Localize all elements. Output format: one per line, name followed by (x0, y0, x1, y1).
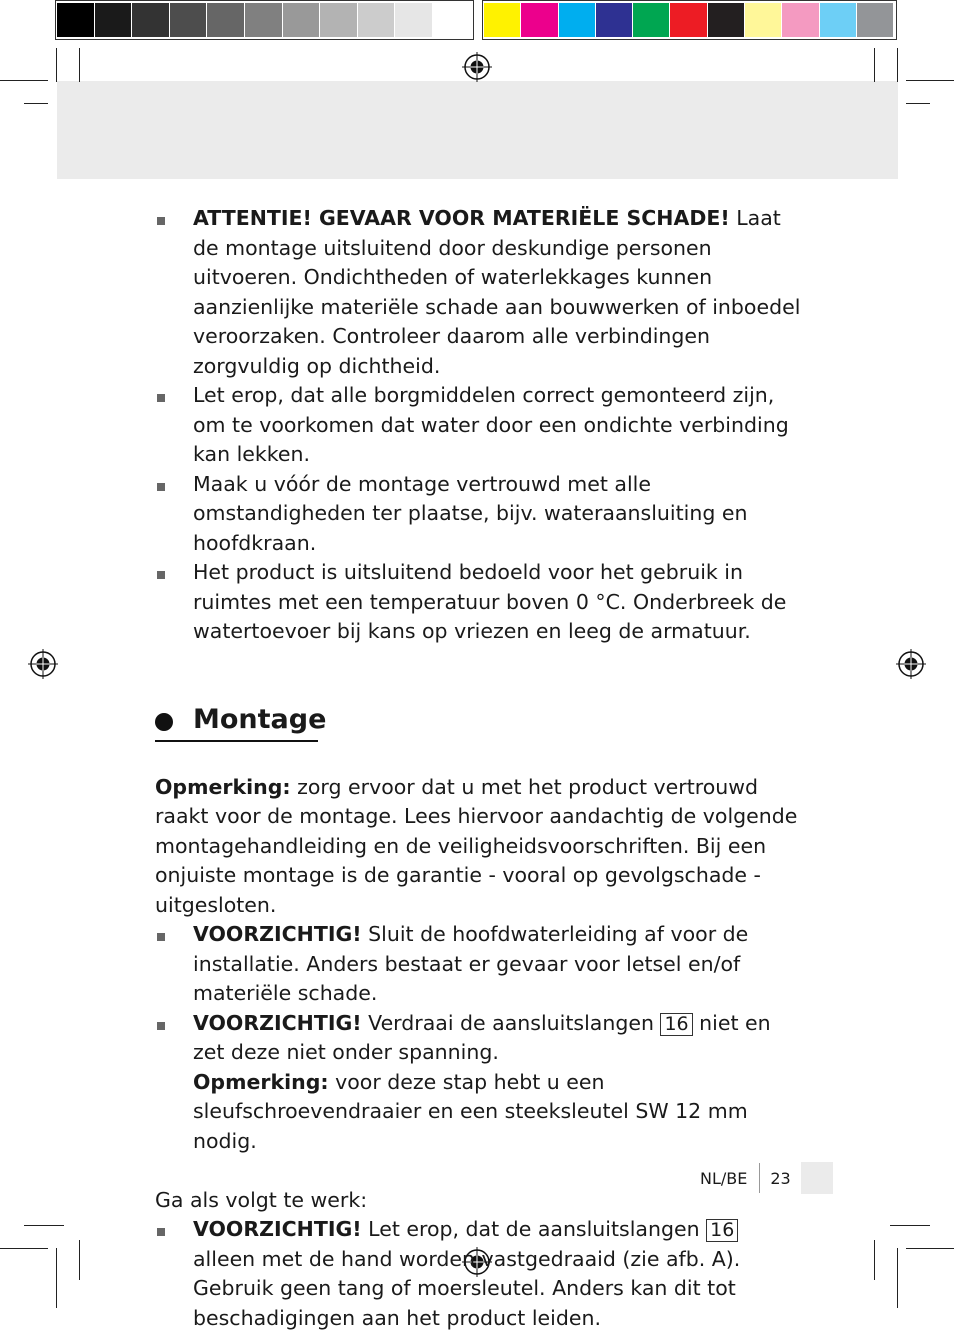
section-heading (155, 699, 805, 743)
crop-mark (24, 1225, 64, 1226)
caution-label: VOORZICHTIG! (193, 1217, 362, 1241)
list-item (155, 381, 805, 470)
note-label: Opmerking: (193, 1069, 329, 1094)
page-number: 23 (770, 1168, 791, 1188)
bullet-square-icon (157, 571, 165, 579)
list-item-text: alleen met de hand worden vastgedraaid (zie afb. A). Gebruik geen tang of moersleutel. Anders kan dit tot beschadigingen aan het product leiden. (193, 1246, 741, 1330)
heading-dot-icon (155, 713, 173, 731)
crop-mark (0, 1248, 48, 1249)
steps-intro: Ga als volgt te werk: (155, 1187, 368, 1212)
warning-label: ATTENTIE! GEVAAR VOOR MATERIËLE SCHADE! (193, 206, 730, 230)
language-code: NL/BE (700, 1168, 748, 1188)
caution-label: VOORZICHTIG! (193, 922, 362, 946)
list-item-text: Maak u vóór de montage vertrouwd met alle omstandigheden ter plaatse, bijv. wateraansluiting en hoofdkraan. (193, 471, 748, 555)
part-reference-badge: 16 (660, 1013, 692, 1036)
crop-mark (874, 1240, 875, 1280)
list-item-text: Let erop, dat de aansluitslangen (361, 1217, 707, 1241)
list-item (155, 1009, 805, 1157)
steps-list (155, 1215, 805, 1333)
crop-mark (906, 80, 954, 81)
list-item-text: Verdraai de aansluitslangen (361, 1010, 661, 1035)
part-reference-badge: 16 (706, 1219, 738, 1242)
bullet-square-icon (157, 1228, 165, 1236)
list-item (155, 204, 805, 381)
list-item-text: niet en zet deze niet onder spanning. (193, 1010, 771, 1064)
crop-mark (897, 1248, 898, 1308)
montage-list (155, 920, 805, 1156)
heading-underline (155, 740, 318, 742)
crop-mark (906, 103, 930, 104)
grayscale-bar-frame (55, 0, 474, 40)
header-band (57, 81, 898, 179)
crop-mark (906, 1248, 954, 1249)
crop-mark (0, 80, 48, 81)
note-text: voor deze stap hebt u een sleufschroevendraaier en een steeksleutel SW 12 mm nodig. (193, 1069, 748, 1153)
bullet-square-icon (157, 483, 165, 491)
list-item-text: Het product is uitsluitend bedoeld voor het gebruik in ruimtes met een temperatuur boven 0 °C. Onderbreek de watertoevoer bij kans op vriezen en leeg de armatuur. (193, 560, 787, 643)
note-text: zorg ervoor dat u met het product vertrouwd raakt voor de montage. Lees hiervoor aandachtig de volgende montagehandleiding en de veiligheidsvoorschriften. Bij een onjuiste montage is de garantie - vooral op gevolgschade - uitgesloten. (155, 774, 798, 917)
page-footer (700, 1162, 833, 1194)
bullet-square-icon (157, 217, 165, 225)
list-item (155, 558, 805, 647)
list-item (155, 920, 805, 1009)
caution-label: VOORZICHTIG! (193, 1010, 362, 1035)
registration-mark-icon (462, 52, 492, 82)
list-item-text: Let erop, dat alle borgmiddelen correct gemonteerd zijn, om te voorkomen dat water door een ondichte verbinding kan lekken. (193, 383, 789, 466)
list-item (155, 1215, 805, 1333)
registration-mark-icon (896, 649, 926, 679)
crop-mark (897, 48, 898, 82)
page-tab (801, 1162, 833, 1194)
crop-mark (24, 103, 48, 104)
montage-note (155, 773, 805, 921)
crop-mark (890, 1225, 930, 1226)
section-title: Montage (193, 703, 327, 735)
list-item (155, 470, 805, 559)
bullet-square-icon (157, 1022, 165, 1030)
crop-mark (874, 48, 875, 82)
bullet-square-icon (157, 394, 165, 402)
note-label: Opmerking: (155, 774, 291, 799)
safety-list (155, 204, 805, 647)
list-item-text: Sluit de hoofdwaterleiding af voor de installatie. Anders bestaat er gevaar voor letsel en/of materiële schade. (193, 922, 749, 1005)
crop-mark (56, 48, 57, 82)
bullet-square-icon (157, 933, 165, 941)
color-bar-frame (482, 0, 897, 40)
crop-mark (79, 48, 80, 82)
registration-mark-icon (28, 649, 58, 679)
crop-mark (79, 1240, 80, 1280)
crop-mark (56, 1248, 57, 1308)
list-item-text: Laat de montage uitsluitend door deskundige personen uitvoeren. Ondichtheden of waterlekkages kunnen aanzienlijke materiële schade aan bouwwerken of inboedel veroorzaken. Controleer daarom alle verbindingen zorgvuldig op dichtheid. (193, 206, 801, 378)
